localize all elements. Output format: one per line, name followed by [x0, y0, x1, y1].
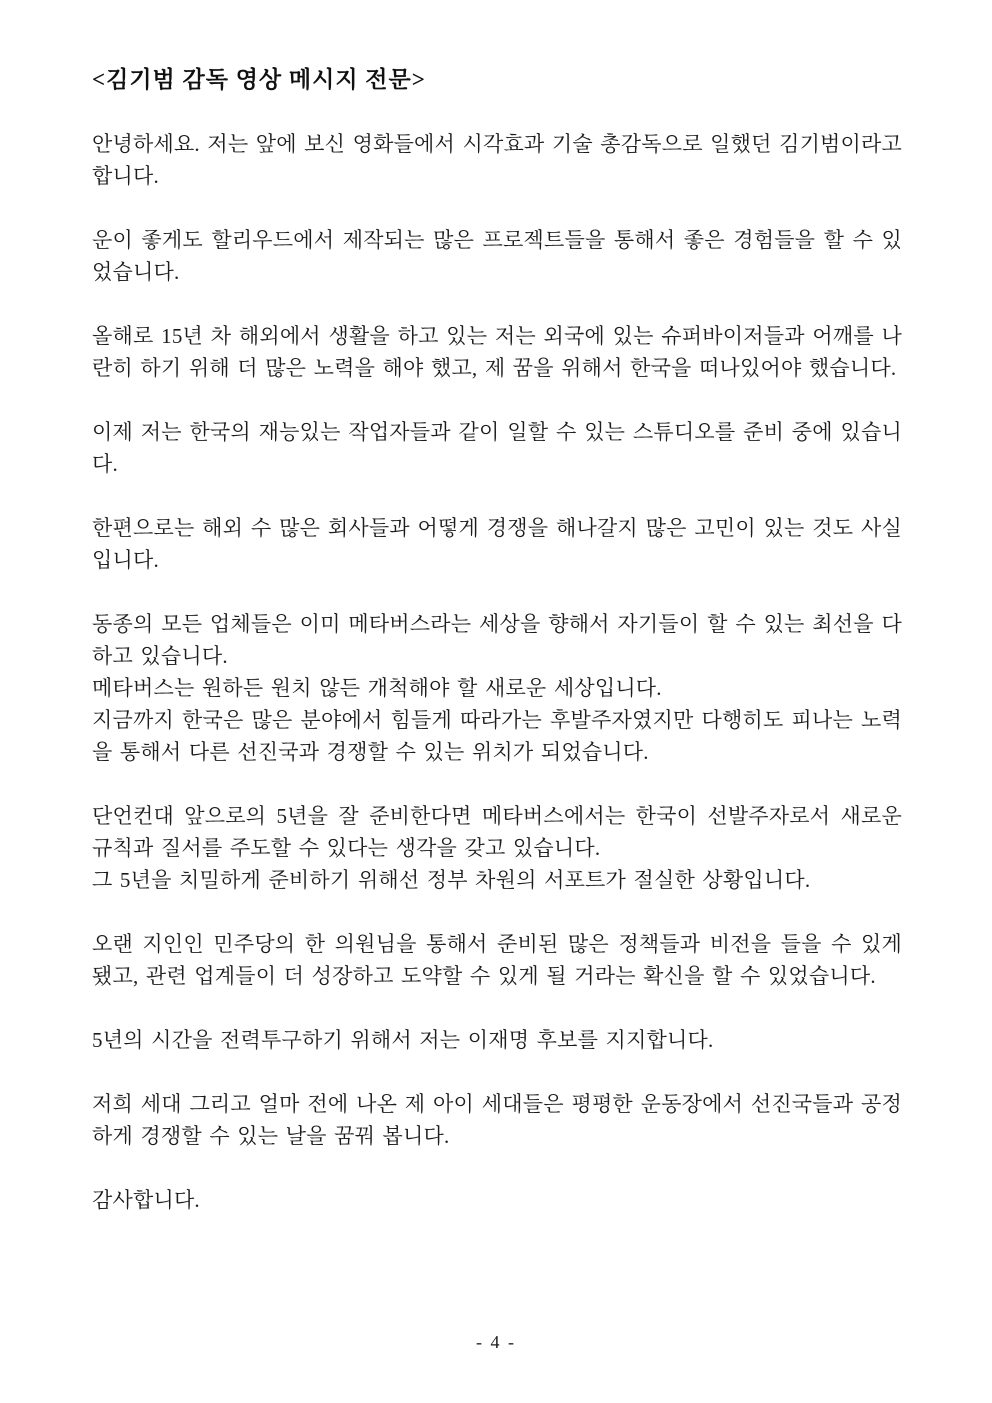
document-title: <김기범 감독 영상 메시지 전문>	[92, 67, 426, 92]
sentence: 안녕하세요. 저는 앞에 보신 영화들에서 시각효과 기술 총감독으로 일했던 김기범이라고 합니다.	[92, 132, 902, 188]
sentence: 5년의 시간을 전력투구하기 위해서 저는 이재명 후보를 지지합니다.	[92, 1028, 714, 1052]
paragraph-greeting	[92, 128, 902, 192]
sentence: 운이 좋게도 할리우드에서 제작되는 많은 프로젝트들을 통해서 좋은 경험들을 할 수 있었습니다.	[92, 228, 902, 284]
paragraph-competition-worry	[92, 512, 902, 576]
sentence: 이제 저는 한국의 재능있는 작업자들과 같이 일할 수 있는 스튜디오를 준비 중에 있습니다.	[92, 420, 902, 476]
sentence: 올해로 15년 차 해외에서 생활을 하고 있는 저는 외국에 있는 슈퍼바이저들과 어깨를 나란히 하기 위해 더 많은 노력을 해야 했고, 제 꿈을 위해서 한국을 떠나있어야 했습니다.	[92, 324, 902, 380]
sentence: 지금까지 한국은 많은 분야에서 힘들게 따라가는 후발주자였지만 다행히도 피나는 노력을 통해서 다른 선진국과 경쟁할 수 있는 위치가 되었습니다.	[92, 708, 902, 764]
paragraph-studio	[92, 416, 902, 480]
page-footer	[0, 1332, 992, 1353]
paragraph-hollywood	[92, 224, 902, 288]
sentence: 그 5년을 치밀하게 준비하기 위해선 정부 차원의 서포트가 절실한 상황입니다.	[92, 868, 811, 892]
sentence: 감사합니다.	[92, 1188, 200, 1212]
sentence: 메타버스는 원하든 원치 않든 개척해야 할 새로운 세상입니다.	[92, 676, 662, 700]
sentence: 동종의 모든 업체들은 이미 메타버스라는 세상을 향해서 자기들이 할 수 있는 최선을 다하고 있습니다.	[92, 612, 902, 668]
page-number: - 4 -	[476, 1332, 516, 1352]
sentence: 저희 세대 그리고 얼마 전에 나온 제 아이 세대들은 평평한 운동장에서 선진국들과 공정하게 경쟁할 수 있는 날을 꿈꿔 봅니다.	[92, 1092, 902, 1148]
paragraph-five-years	[92, 800, 902, 896]
paragraph-thanks	[92, 1184, 902, 1216]
sentence: 오랜 지인인 민주당의 한 의원님을 통해서 준비된 많은 정책들과 비전을 들을 수 있게 됐고, 관련 업계들이 더 성장하고 도약할 수 있게 될 거라는 확신을 할 수 있었습니다.	[92, 932, 902, 988]
paragraph-overseas-life	[92, 320, 902, 384]
paragraph-future-generations	[92, 1088, 902, 1152]
paragraph-endorsement	[92, 1024, 902, 1056]
paragraph-policy-vision	[92, 928, 902, 992]
paragraph-metaverse	[92, 608, 902, 768]
sentence: 한편으로는 해외 수 많은 회사들과 어떻게 경쟁을 해나갈지 많은 고민이 있는 것도 사실입니다.	[92, 516, 902, 572]
sentence: 단언컨대 앞으로의 5년을 잘 준비한다면 메타버스에서는 한국이 선발주자로서 새로운 규칙과 질서를 주도할 수 있다는 생각을 갖고 있습니다.	[92, 804, 902, 860]
